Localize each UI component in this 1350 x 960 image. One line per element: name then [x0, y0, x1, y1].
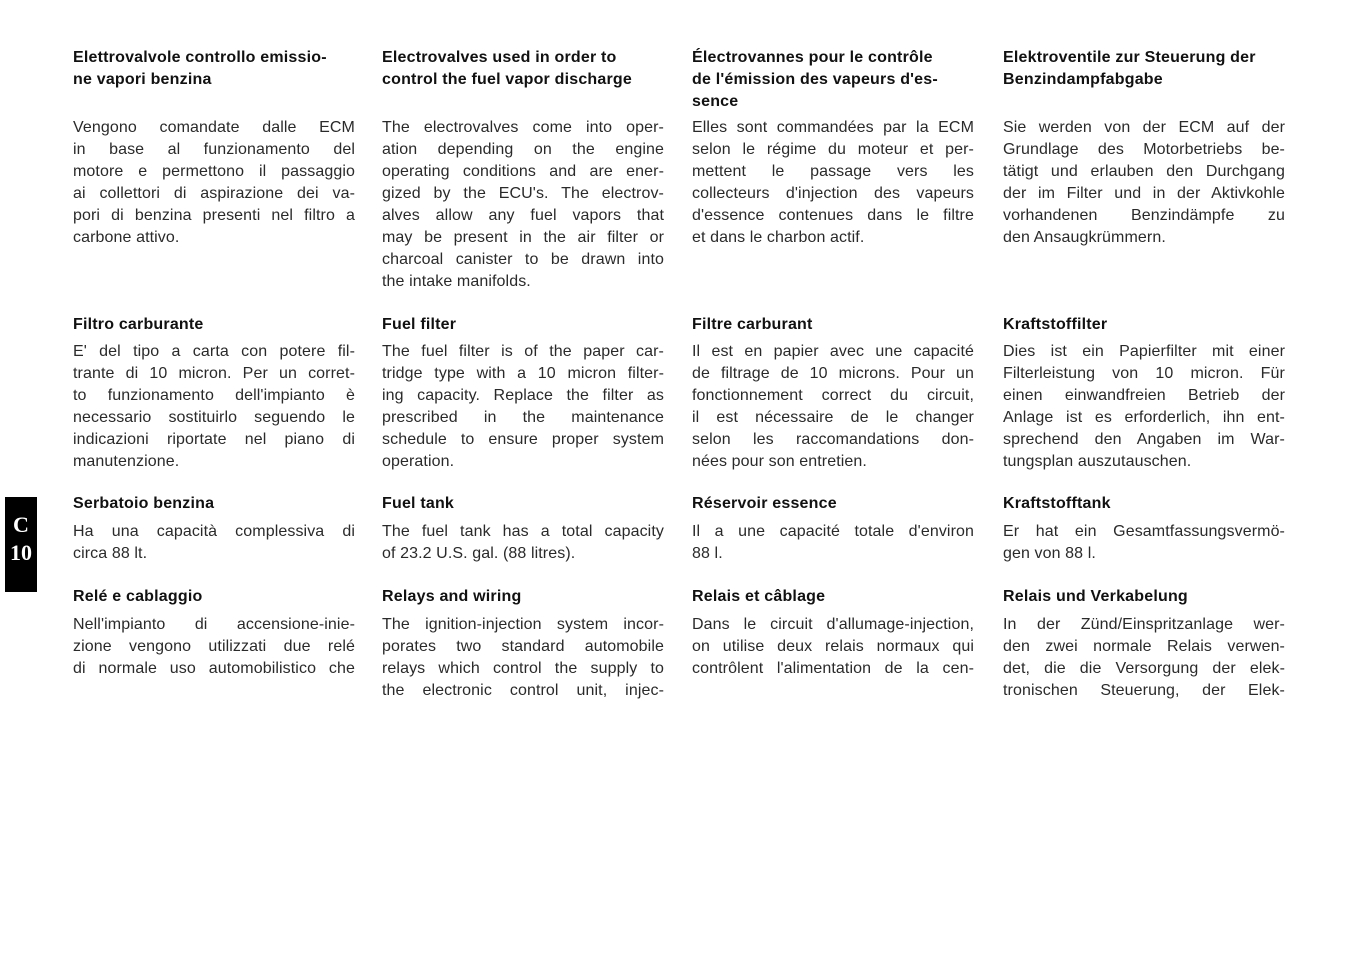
section-heading	[73, 314, 355, 336]
body-line: Grundlage des Motorbetriebs be-	[1003, 141, 1285, 158]
section-body	[692, 341, 974, 473]
chapter-number: 10	[10, 540, 32, 565]
body-line: gized by the ECU's. The electrov-	[382, 185, 664, 202]
body-line: the intake manifolds.	[382, 273, 531, 290]
section-body	[382, 341, 664, 473]
section-body	[382, 117, 664, 293]
section-heading	[1003, 586, 1285, 608]
heading-line: sence	[692, 93, 739, 110]
section-heading	[73, 47, 355, 91]
body-line: Nell'impianto di accensione-inie-	[73, 616, 355, 633]
body-line: operating conditions and are ener-	[382, 163, 664, 180]
body-line: circa 88 lt.	[73, 545, 148, 562]
heading-line: Fuel tank	[382, 495, 455, 512]
body-line: The ignition-injection system incor-	[382, 616, 664, 633]
body-line: Er hat ein Gesamtfassungsvermö-	[1003, 523, 1285, 540]
body-line: schedule to ensure proper system	[382, 431, 664, 448]
column-fr	[692, 0, 974, 960]
section-heading	[692, 314, 974, 336]
body-line: Il a une capacité totale d'environ	[692, 523, 974, 540]
body-line: Dans le circuit d'allumage-injection,	[692, 616, 974, 633]
body-line: may be present in the air filter or	[382, 229, 664, 246]
heading-line: Elettrovalvole controllo emissio-	[73, 49, 327, 66]
section-heading	[382, 47, 664, 91]
chapter-letter: C	[13, 512, 29, 537]
heading-line: Filtre carburant	[692, 316, 813, 333]
heading-line: Relais et câblage	[692, 588, 826, 605]
body-line: et dans le charbon actif.	[692, 229, 865, 246]
heading-line: ne vapori benzina	[73, 71, 212, 88]
section-body	[692, 117, 974, 249]
section-body	[1003, 341, 1285, 473]
body-line: d'essence contenues dans le filtre	[692, 207, 974, 224]
body-line: den zwei normale Relais verwen-	[1003, 638, 1285, 655]
body-line: The fuel filter is of the paper car-	[382, 343, 664, 360]
body-line: den Ansaugkrümmern.	[1003, 229, 1166, 246]
section-body	[382, 614, 664, 702]
heading-line: Kraftstoffilter	[1003, 316, 1108, 333]
body-line: fonctionnement correct du circuit,	[692, 387, 974, 404]
section-heading	[382, 586, 664, 608]
body-line: nées pour son entretien.	[692, 453, 867, 470]
body-line: det, die die Versorgung der elek-	[1003, 660, 1285, 677]
body-line: contrôlent l'alimentation de la cen-	[692, 660, 974, 677]
body-line: manutenzione.	[73, 453, 180, 470]
heading-line: Serbatoio benzina	[73, 495, 215, 512]
body-line: tätigt und erlauben den Durchgang	[1003, 163, 1285, 180]
body-line: E' del tipo a carta con potere fil-	[73, 343, 355, 360]
heading-line: Kraftstofftank	[1003, 495, 1111, 512]
body-line: collecteurs d'injection des vapeurs	[692, 185, 974, 202]
body-line: selon les raccomandations don-	[692, 431, 974, 448]
body-line: 88 l.	[692, 545, 723, 562]
heading-line: Elektroventile zur Steuerung der	[1003, 49, 1256, 66]
body-line: The fuel tank has a total capacity	[382, 523, 664, 540]
heading-line: Relays and wiring	[382, 588, 522, 605]
column-en	[382, 0, 664, 960]
body-line: selon le régime du moteur et per-	[692, 141, 974, 158]
body-line: de filtrage de 10 microns. Pour un	[692, 365, 974, 382]
body-line: tungsplan auszutauschen.	[1003, 453, 1192, 470]
body-line: relays which control the supply to	[382, 660, 664, 677]
heading-line: Benzindampfabgabe	[1003, 71, 1163, 88]
section-heading	[382, 314, 664, 336]
section-heading	[73, 493, 355, 515]
section-heading	[1003, 47, 1285, 91]
body-line: vorhandenen Benzindämpfe zu	[1003, 207, 1285, 224]
section-heading	[1003, 493, 1285, 515]
body-line: Elles sont commandées par la ECM	[692, 119, 974, 136]
heading-line: Réservoir essence	[692, 495, 837, 512]
section-body	[73, 117, 355, 249]
body-line: der im Filter und in der Aktivkohle	[1003, 185, 1285, 202]
body-line: il est nécessaire de le changer	[692, 409, 974, 426]
body-line: ai collettori di aspirazione dei va-	[73, 185, 355, 202]
body-line: In der Zünd/Einspritzanlage wer-	[1003, 616, 1285, 633]
body-line: Sie werden von der ECM auf der	[1003, 119, 1285, 136]
body-line: of 23.2 U.S. gal. (88 litres).	[382, 545, 576, 562]
chapter-tab	[5, 497, 37, 592]
body-line: Vengono comandate dalle ECM	[73, 119, 355, 136]
section-body	[1003, 521, 1285, 565]
heading-line: Relais und Verkabelung	[1003, 588, 1188, 605]
column-de	[1003, 0, 1285, 960]
body-line: Ha una capacità complessiva di	[73, 523, 355, 540]
body-line: to funzionamento dell'impianto è	[73, 387, 355, 404]
body-line: ation depending on the engine	[382, 141, 664, 158]
heading-line: Electrovalves used in order to	[382, 49, 617, 66]
section-body	[73, 521, 355, 565]
body-line: motore e permettono il passaggio	[73, 163, 355, 180]
body-line: pori di benzina presenti nel filtro a	[73, 207, 355, 224]
body-line: Filterleistung von 10 micron. Für	[1003, 365, 1285, 382]
body-line: tridge type with a 10 micron filter-	[382, 365, 664, 382]
section-body	[73, 341, 355, 473]
body-line: indicazioni riportate nel piano di	[73, 431, 355, 448]
body-line: einen einwandfreien Betrieb der	[1003, 387, 1285, 404]
heading-line: control the fuel vapor discharge	[382, 71, 633, 88]
section-heading	[1003, 314, 1285, 336]
body-line: charcoal canister to be drawn into	[382, 251, 664, 268]
body-line: trante di 10 micron. Per un corret-	[73, 365, 355, 382]
body-line: in base al funzionamento del	[73, 141, 355, 158]
section-heading	[73, 586, 355, 608]
heading-line: Électrovannes pour le contrôle	[692, 49, 933, 66]
body-line: Anlage ist es erforderlich, ihn ent-	[1003, 409, 1285, 426]
section-heading	[692, 493, 974, 515]
body-line: prescribed in the maintenance	[382, 409, 664, 426]
body-line: Dies ist ein Papierfilter mit einer	[1003, 343, 1285, 360]
body-line: gen von 88 l.	[1003, 545, 1096, 562]
body-line: The electrovalves come into oper-	[382, 119, 664, 136]
section-heading	[692, 586, 974, 608]
body-line: on utilise deux relais normaux qui	[692, 638, 974, 655]
body-line: ing capacity. Replace the filter as	[382, 387, 664, 404]
section-body	[1003, 117, 1285, 249]
body-line: di normale uso automobilistico che	[73, 660, 355, 677]
heading-line: Relé e cablaggio	[73, 588, 203, 605]
body-line: operation.	[382, 453, 455, 470]
body-line: tronischen Steuerung, der Elek-	[1003, 682, 1285, 699]
section-body	[1003, 614, 1285, 702]
section-body	[692, 521, 974, 565]
body-line: mettent le passage vers les	[692, 163, 974, 180]
section-heading	[692, 47, 974, 113]
body-line: zione vengono utilizzati due relé	[73, 638, 355, 655]
section-heading	[382, 493, 664, 515]
body-line: alves allow any fuel vapors that	[382, 207, 664, 224]
body-line: necessario sostituirlo seguendo le	[73, 409, 355, 426]
body-line: Il est en papier avec une capacité	[692, 343, 974, 360]
column-it	[73, 0, 355, 960]
body-line: the electronic control unit, injec-	[382, 682, 664, 699]
body-line: porates two standard automobile	[382, 638, 664, 655]
heading-line: Fuel filter	[382, 316, 457, 333]
heading-line: de l'émission des vapeurs d'es-	[692, 71, 938, 88]
body-line: sprechend den Angaben im War-	[1003, 431, 1285, 448]
section-body	[382, 521, 664, 565]
section-body	[73, 614, 355, 680]
body-line: carbone attivo.	[73, 229, 180, 246]
heading-line: Filtro carburante	[73, 316, 204, 333]
section-body	[692, 614, 974, 680]
